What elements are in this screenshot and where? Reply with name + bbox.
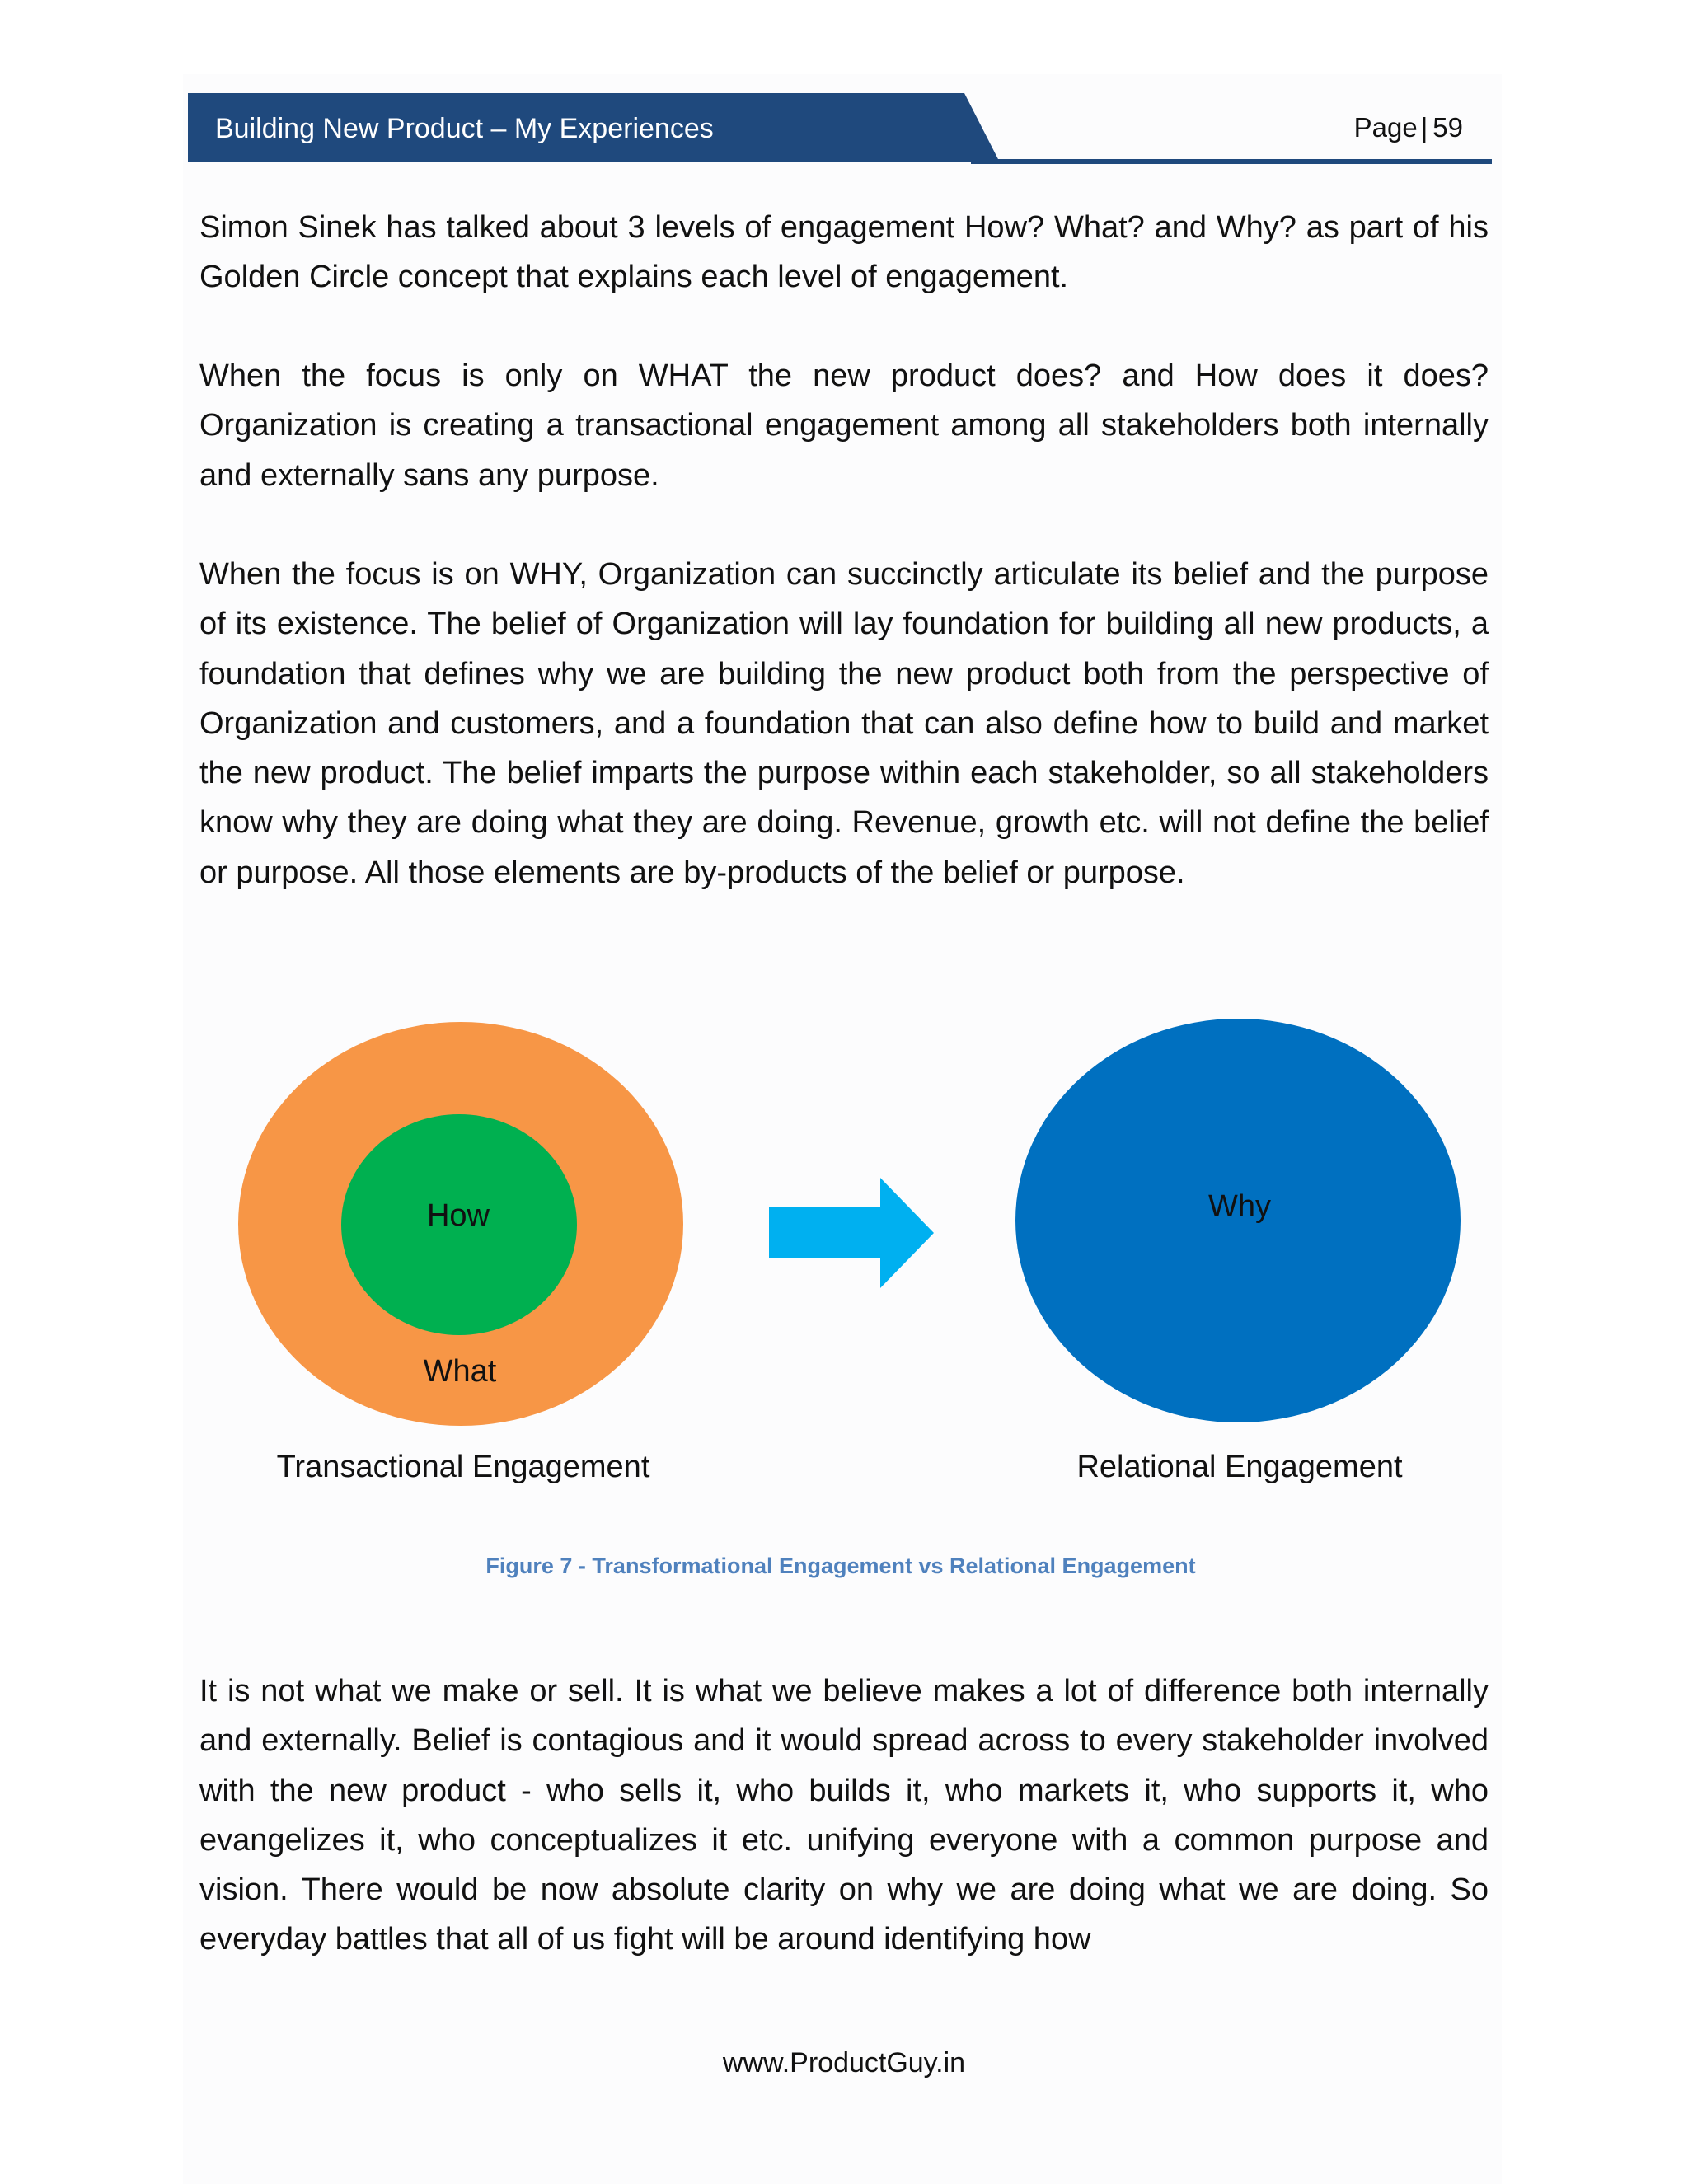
why-label: Why [1208,1189,1271,1224]
figure-graphic [181,977,1500,1603]
relational-engagement-label: Relational Engagement [1076,1450,1403,1484]
how-label: How [426,1198,490,1233]
figure-caption: Figure 7 - Transformational Engagement vs Relational Engagement [485,1554,1196,1578]
header-underline [971,159,1492,164]
what-label: What [423,1354,497,1389]
page-separator: | [1420,112,1428,143]
paragraph-1: Simon Sinek has talked about 3 levels of engagement How? What? and Why? as part of his Golden Circle concept that explains each level of engagement. [199,210,1489,295]
transactional-engagement-label: Transactional Engagement [276,1450,650,1484]
page-number-block [1354,112,1463,143]
page-number: 59 [1432,112,1463,143]
page-label: Page [1353,112,1418,143]
document-title: Building New Product – My Experiences [215,113,714,144]
figure-golden-circle [181,977,1500,1603]
paragraph-2: When the focus is only on WHAT the new product does? and How does it does? Organization is creating a transactional engagement among all stakeholders both internally and externally sans any purpose. [199,359,1489,493]
page-header [188,93,1492,167]
footer-url: www.ProductGuy.in [722,2047,966,2079]
paragraph-4: It is not what we make or sell. It is what we believe makes a lot of difference both internally and externally. Belief is contagious and it would spread across to every stakeholder involved with the new product - who sells it, who builds it, who markets it, who supports it, who evangelizes it, who conceptualizes it etc. unifying everyone with a common purpose and vision. There would be now absolute clarity on why we are doing what we are doing. So everyday battles that all of us fight will be around identifying how [199,1674,1489,1957]
right-arrow-icon [769,1178,934,1288]
paragraph-3: When the focus is on WHY, Organization can succinctly articulate its belief and the purpose of its existence. The belief of Organization will lay foundation for building all new products, a foundation that defines why we are building the new product both from the perspective of Organization and customers, and a foundation that can also define how to build and market the new product. The belief imparts the purpose within each stakeholder, so all stakeholders know why they are doing what they are doing. Revenue, growth etc. will not define the belief or purpose. All those elements are by-products of the belief or purpose. [199,557,1489,890]
